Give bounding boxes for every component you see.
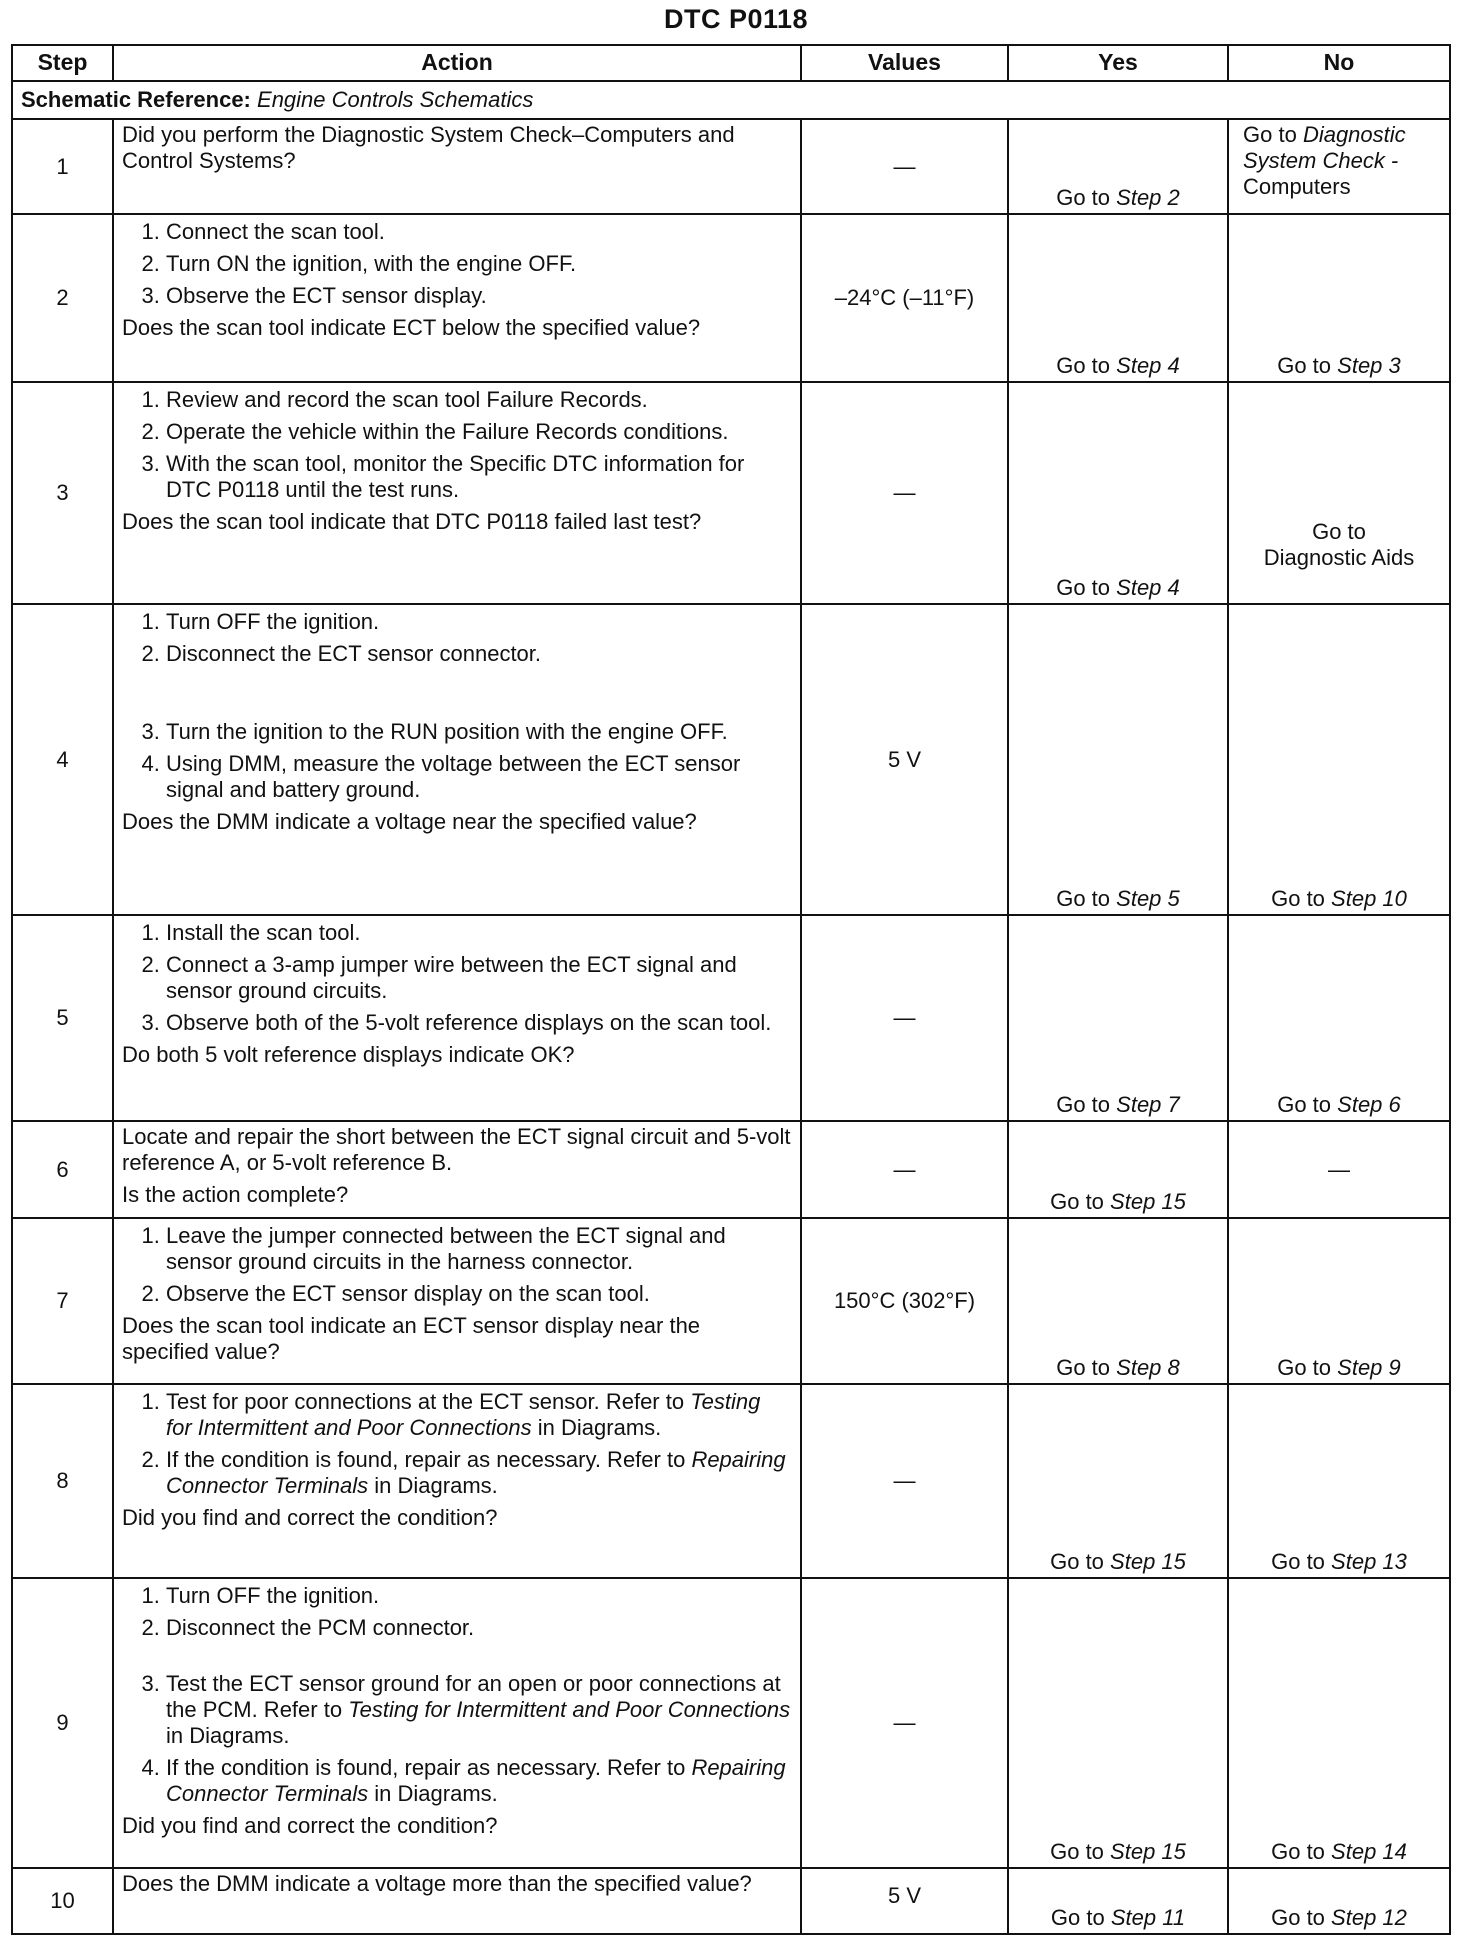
goto-text: Go to bbox=[1271, 1905, 1325, 1931]
step-number: 3 bbox=[12, 382, 113, 604]
value-cell: — bbox=[801, 382, 1008, 604]
column-header-values: Values bbox=[801, 45, 1008, 81]
step-number: 5 bbox=[12, 915, 113, 1121]
step-number: 2 bbox=[12, 214, 113, 382]
action-list bbox=[122, 1583, 792, 1641]
goto-text: Go to bbox=[1277, 1355, 1332, 1381]
reference-suffix: in Diagrams. bbox=[374, 1780, 498, 1806]
action-item-text: If the condition is found, repair as necessary. Refer to bbox=[166, 1446, 686, 1472]
yes-cell bbox=[1008, 604, 1228, 915]
action-item bbox=[166, 1447, 792, 1499]
no-cell bbox=[1228, 604, 1450, 915]
action-cell bbox=[113, 1868, 801, 1934]
column-header-step: Step bbox=[12, 45, 113, 81]
yes-cell bbox=[1008, 915, 1228, 1121]
no-cell bbox=[1228, 214, 1450, 382]
reference-link[interactable]: Repairing Connector Terminals bbox=[166, 1754, 786, 1806]
action-item: 2. Connect a 3-amp jumper wire between the ECT signal and sensor ground circuits. bbox=[166, 952, 792, 1004]
value-cell: — bbox=[801, 1384, 1008, 1578]
no-cell bbox=[1228, 382, 1450, 604]
no-target-link[interactable]: Step 12 bbox=[1331, 1905, 1407, 1931]
table-row bbox=[12, 382, 1450, 604]
table-row bbox=[12, 604, 1450, 915]
value-cell: — bbox=[801, 119, 1008, 214]
yes-cell bbox=[1008, 214, 1228, 382]
action-cell bbox=[113, 915, 801, 1121]
no-target-suffix: Computers bbox=[1243, 173, 1351, 199]
action-cell bbox=[113, 604, 801, 915]
goto-text: Go to bbox=[1050, 1189, 1104, 1215]
step-number: 6 bbox=[12, 1121, 113, 1218]
no-target-link[interactable]: Step 6 bbox=[1337, 1092, 1401, 1118]
goto-text: Go to bbox=[1312, 519, 1366, 545]
action-item: 3. Turn the ignition to the RUN position with the engine OFF. bbox=[166, 719, 792, 745]
yes-target-link[interactable]: Step 15 bbox=[1110, 1549, 1186, 1575]
header-row bbox=[12, 45, 1450, 81]
value-cell: –24°C (–11°F) bbox=[801, 214, 1008, 382]
action-question: Do both 5 volt reference displays indicate OK? bbox=[122, 1041, 575, 1067]
schematic-label: Schematic Reference: bbox=[21, 87, 251, 113]
yes-target-link[interactable]: Step 8 bbox=[1116, 1355, 1180, 1381]
no-target-link[interactable]: Step 13 bbox=[1331, 1549, 1407, 1575]
step-number: 10 bbox=[12, 1868, 113, 1934]
no-target-link[interactable]: Diagnostic System Check - bbox=[1243, 122, 1406, 173]
goto-text: Go to bbox=[1271, 886, 1325, 912]
yes-target-link[interactable]: Step 11 bbox=[1110, 1905, 1186, 1931]
reference-suffix: in Diagrams. bbox=[166, 1722, 290, 1748]
action-list bbox=[122, 387, 792, 503]
action-item: 3. Observe the ECT sensor display. bbox=[166, 283, 792, 309]
goto-text: Go to bbox=[1056, 886, 1111, 912]
value-cell: — bbox=[801, 1121, 1008, 1218]
action-item: 3. Observe both of the 5-volt reference displays on the scan tool. bbox=[166, 1010, 792, 1036]
action-item: 1. Connect the scan tool. bbox=[166, 219, 792, 245]
action-text: Does the DMM indicate a voltage more than the specified value? bbox=[122, 1871, 752, 1896]
table-row bbox=[12, 1578, 1450, 1868]
action-item: 1. Leave the jumper connected between the ECT signal and sensor ground circuits in the harness connector. bbox=[166, 1223, 792, 1275]
action-item: 2. Turn ON the ignition, with the engine OFF. bbox=[166, 251, 792, 277]
action-list bbox=[122, 609, 792, 667]
yes-target-link[interactable]: Step 15 bbox=[1110, 1189, 1186, 1215]
yes-target-link[interactable]: Step 4 bbox=[1116, 353, 1180, 379]
goto-text: Go to bbox=[1050, 1549, 1104, 1575]
action-item-text: Test for poor connections at the ECT sensor. Refer to bbox=[166, 1389, 685, 1414]
yes-target-link[interactable]: Step 15 bbox=[1110, 1839, 1186, 1865]
action-question: Is the action complete? bbox=[122, 1181, 349, 1207]
no-cell bbox=[1228, 1384, 1450, 1578]
goto-text: Go to bbox=[1277, 353, 1332, 379]
no-cell: — bbox=[1228, 1121, 1450, 1218]
action-cell bbox=[113, 1578, 801, 1868]
reference-link[interactable]: Repairing Connector Terminals bbox=[166, 1446, 786, 1498]
step-number: 8 bbox=[12, 1384, 113, 1578]
reference-suffix: in Diagrams. bbox=[537, 1414, 662, 1440]
value-cell: 150°C (302°F) bbox=[801, 1218, 1008, 1384]
action-list bbox=[122, 1671, 792, 1807]
step-number: 4 bbox=[12, 604, 113, 915]
table-row bbox=[12, 1218, 1450, 1384]
reference-link[interactable]: Testing for Intermittent and Poor Connections bbox=[348, 1696, 791, 1722]
table-row bbox=[12, 119, 1450, 214]
action-list bbox=[122, 219, 792, 309]
action-item: 1. Turn OFF the ignition. bbox=[166, 1583, 792, 1609]
action-item: 4. Using DMM, measure the voltage between the ECT sensor signal and battery ground. bbox=[166, 751, 792, 803]
spacer bbox=[122, 1647, 792, 1669]
action-item: 2. Disconnect the PCM connector. bbox=[166, 1615, 792, 1641]
action-item: 1. Install the scan tool. bbox=[166, 920, 792, 946]
yes-cell bbox=[1008, 1218, 1228, 1384]
page-title: DTC P0118 bbox=[663, 4, 809, 34]
action-item: 1. Review and record the scan tool Failure Records. bbox=[166, 387, 792, 413]
goto-text: Go to bbox=[1056, 575, 1111, 601]
step-number: 1 bbox=[12, 119, 113, 214]
action-cell bbox=[113, 119, 801, 214]
column-header-no: No bbox=[1228, 45, 1450, 81]
column-header-yes: Yes bbox=[1008, 45, 1228, 81]
no-target-link[interactable]: Diagnostic Aids bbox=[1263, 545, 1415, 571]
goto-text: Go to bbox=[1056, 1355, 1111, 1381]
action-cell bbox=[113, 214, 801, 382]
goto-text: Go to bbox=[1050, 1839, 1104, 1865]
yes-target-link[interactable]: Step 2 bbox=[1116, 185, 1180, 211]
action-question: Does the scan tool indicate that DTC P0118 failed last test? bbox=[122, 508, 702, 534]
goto-text: Go to bbox=[1056, 353, 1111, 379]
no-target-link[interactable]: Step 9 bbox=[1337, 1355, 1401, 1381]
action-item: 2. Disconnect the ECT sensor connector. bbox=[166, 641, 792, 667]
value-cell: 5 V bbox=[801, 1868, 1008, 1934]
goto-text: Go to bbox=[1243, 122, 1297, 147]
yes-cell bbox=[1008, 1384, 1228, 1578]
no-cell bbox=[1228, 119, 1450, 214]
action-item: 3. With the scan tool, monitor the Specific DTC information for DTC P0118 until the test runs. bbox=[166, 451, 792, 503]
yes-cell bbox=[1008, 1121, 1228, 1218]
action-list bbox=[122, 1389, 792, 1499]
action-list bbox=[122, 719, 792, 803]
reference-link[interactable]: Testing for Intermittent and Poor Connections bbox=[166, 1389, 761, 1440]
yes-cell bbox=[1008, 1868, 1228, 1934]
action-question: Does the DMM indicate a voltage near the specified value? bbox=[122, 808, 697, 834]
yes-target-link[interactable]: Step 4 bbox=[1116, 575, 1180, 601]
yes-cell bbox=[1008, 1578, 1228, 1868]
action-item bbox=[166, 1671, 792, 1749]
action-item: 2. Observe the ECT sensor display on the scan tool. bbox=[166, 1281, 792, 1307]
yes-target-link[interactable]: Step 7 bbox=[1116, 1092, 1180, 1118]
goto-text: Go to bbox=[1271, 1839, 1325, 1865]
action-text: Locate and repair the short between the ECT signal circuit and 5-volt reference A, or 5-volt reference B. bbox=[122, 1124, 791, 1175]
value-cell: 5 V bbox=[801, 604, 1008, 915]
no-cell bbox=[1228, 915, 1450, 1121]
reference-suffix: in Diagrams. bbox=[374, 1472, 498, 1498]
step-number: 7 bbox=[12, 1218, 113, 1384]
yes-cell bbox=[1008, 119, 1228, 214]
goto-text: Go to bbox=[1277, 1092, 1332, 1118]
yes-target-link[interactable]: Step 5 bbox=[1116, 886, 1180, 912]
action-cell bbox=[113, 1121, 801, 1218]
no-target-link[interactable]: Step 14 bbox=[1331, 1839, 1407, 1865]
table-row bbox=[12, 214, 1450, 382]
action-item bbox=[166, 1389, 792, 1441]
goto-text: Go to bbox=[1056, 1092, 1111, 1118]
table-row bbox=[12, 915, 1450, 1121]
goto-text: Go to bbox=[1050, 1905, 1105, 1931]
action-text: Did you perform the Diagnostic System Check–Computers and Control Systems? bbox=[122, 122, 735, 173]
action-question: Does the scan tool indicate ECT below the specified value? bbox=[122, 314, 701, 340]
action-item-text: Test the ECT sensor ground for an open or poor connections at the PCM. Refer to bbox=[166, 1670, 781, 1722]
action-list bbox=[122, 1223, 792, 1307]
goto-text: Go to bbox=[1056, 185, 1111, 211]
step-number: 9 bbox=[12, 1578, 113, 1868]
value-cell: — bbox=[801, 915, 1008, 1121]
no-cell bbox=[1228, 1218, 1450, 1384]
no-cell bbox=[1228, 1868, 1450, 1934]
column-header-action: Action bbox=[113, 45, 801, 81]
action-question: Does the scan tool indicate an ECT sensor display near the specified value? bbox=[122, 1312, 701, 1364]
schematic-value: Engine Controls Schematics bbox=[257, 87, 534, 113]
table-row bbox=[12, 1384, 1450, 1578]
action-cell bbox=[113, 1218, 801, 1384]
action-item-text: If the condition is found, repair as necessary. Refer to bbox=[166, 1754, 686, 1780]
action-item bbox=[166, 1755, 792, 1807]
action-cell bbox=[113, 1384, 801, 1578]
schematic-row bbox=[12, 81, 1450, 119]
action-cell bbox=[113, 382, 801, 604]
action-question: Did you find and correct the condition? bbox=[122, 1812, 498, 1838]
yes-cell bbox=[1008, 382, 1228, 604]
table-row bbox=[12, 1868, 1450, 1934]
action-item: 2. Operate the vehicle within the Failure Records conditions. bbox=[166, 419, 792, 445]
goto-text: Go to bbox=[1271, 1549, 1325, 1575]
no-cell bbox=[1228, 1578, 1450, 1868]
spacer bbox=[122, 673, 792, 717]
no-target-link[interactable]: Step 10 bbox=[1331, 886, 1407, 912]
action-list bbox=[122, 920, 792, 1036]
no-target-link[interactable]: Step 3 bbox=[1337, 353, 1401, 379]
table-row bbox=[12, 1121, 1450, 1218]
action-item: 1. Turn OFF the ignition. bbox=[166, 609, 792, 635]
schematic-reference bbox=[12, 81, 1450, 119]
diagnostic-table bbox=[11, 44, 1451, 1935]
action-question: Did you find and correct the condition? bbox=[122, 1504, 498, 1530]
value-cell: — bbox=[801, 1578, 1008, 1868]
